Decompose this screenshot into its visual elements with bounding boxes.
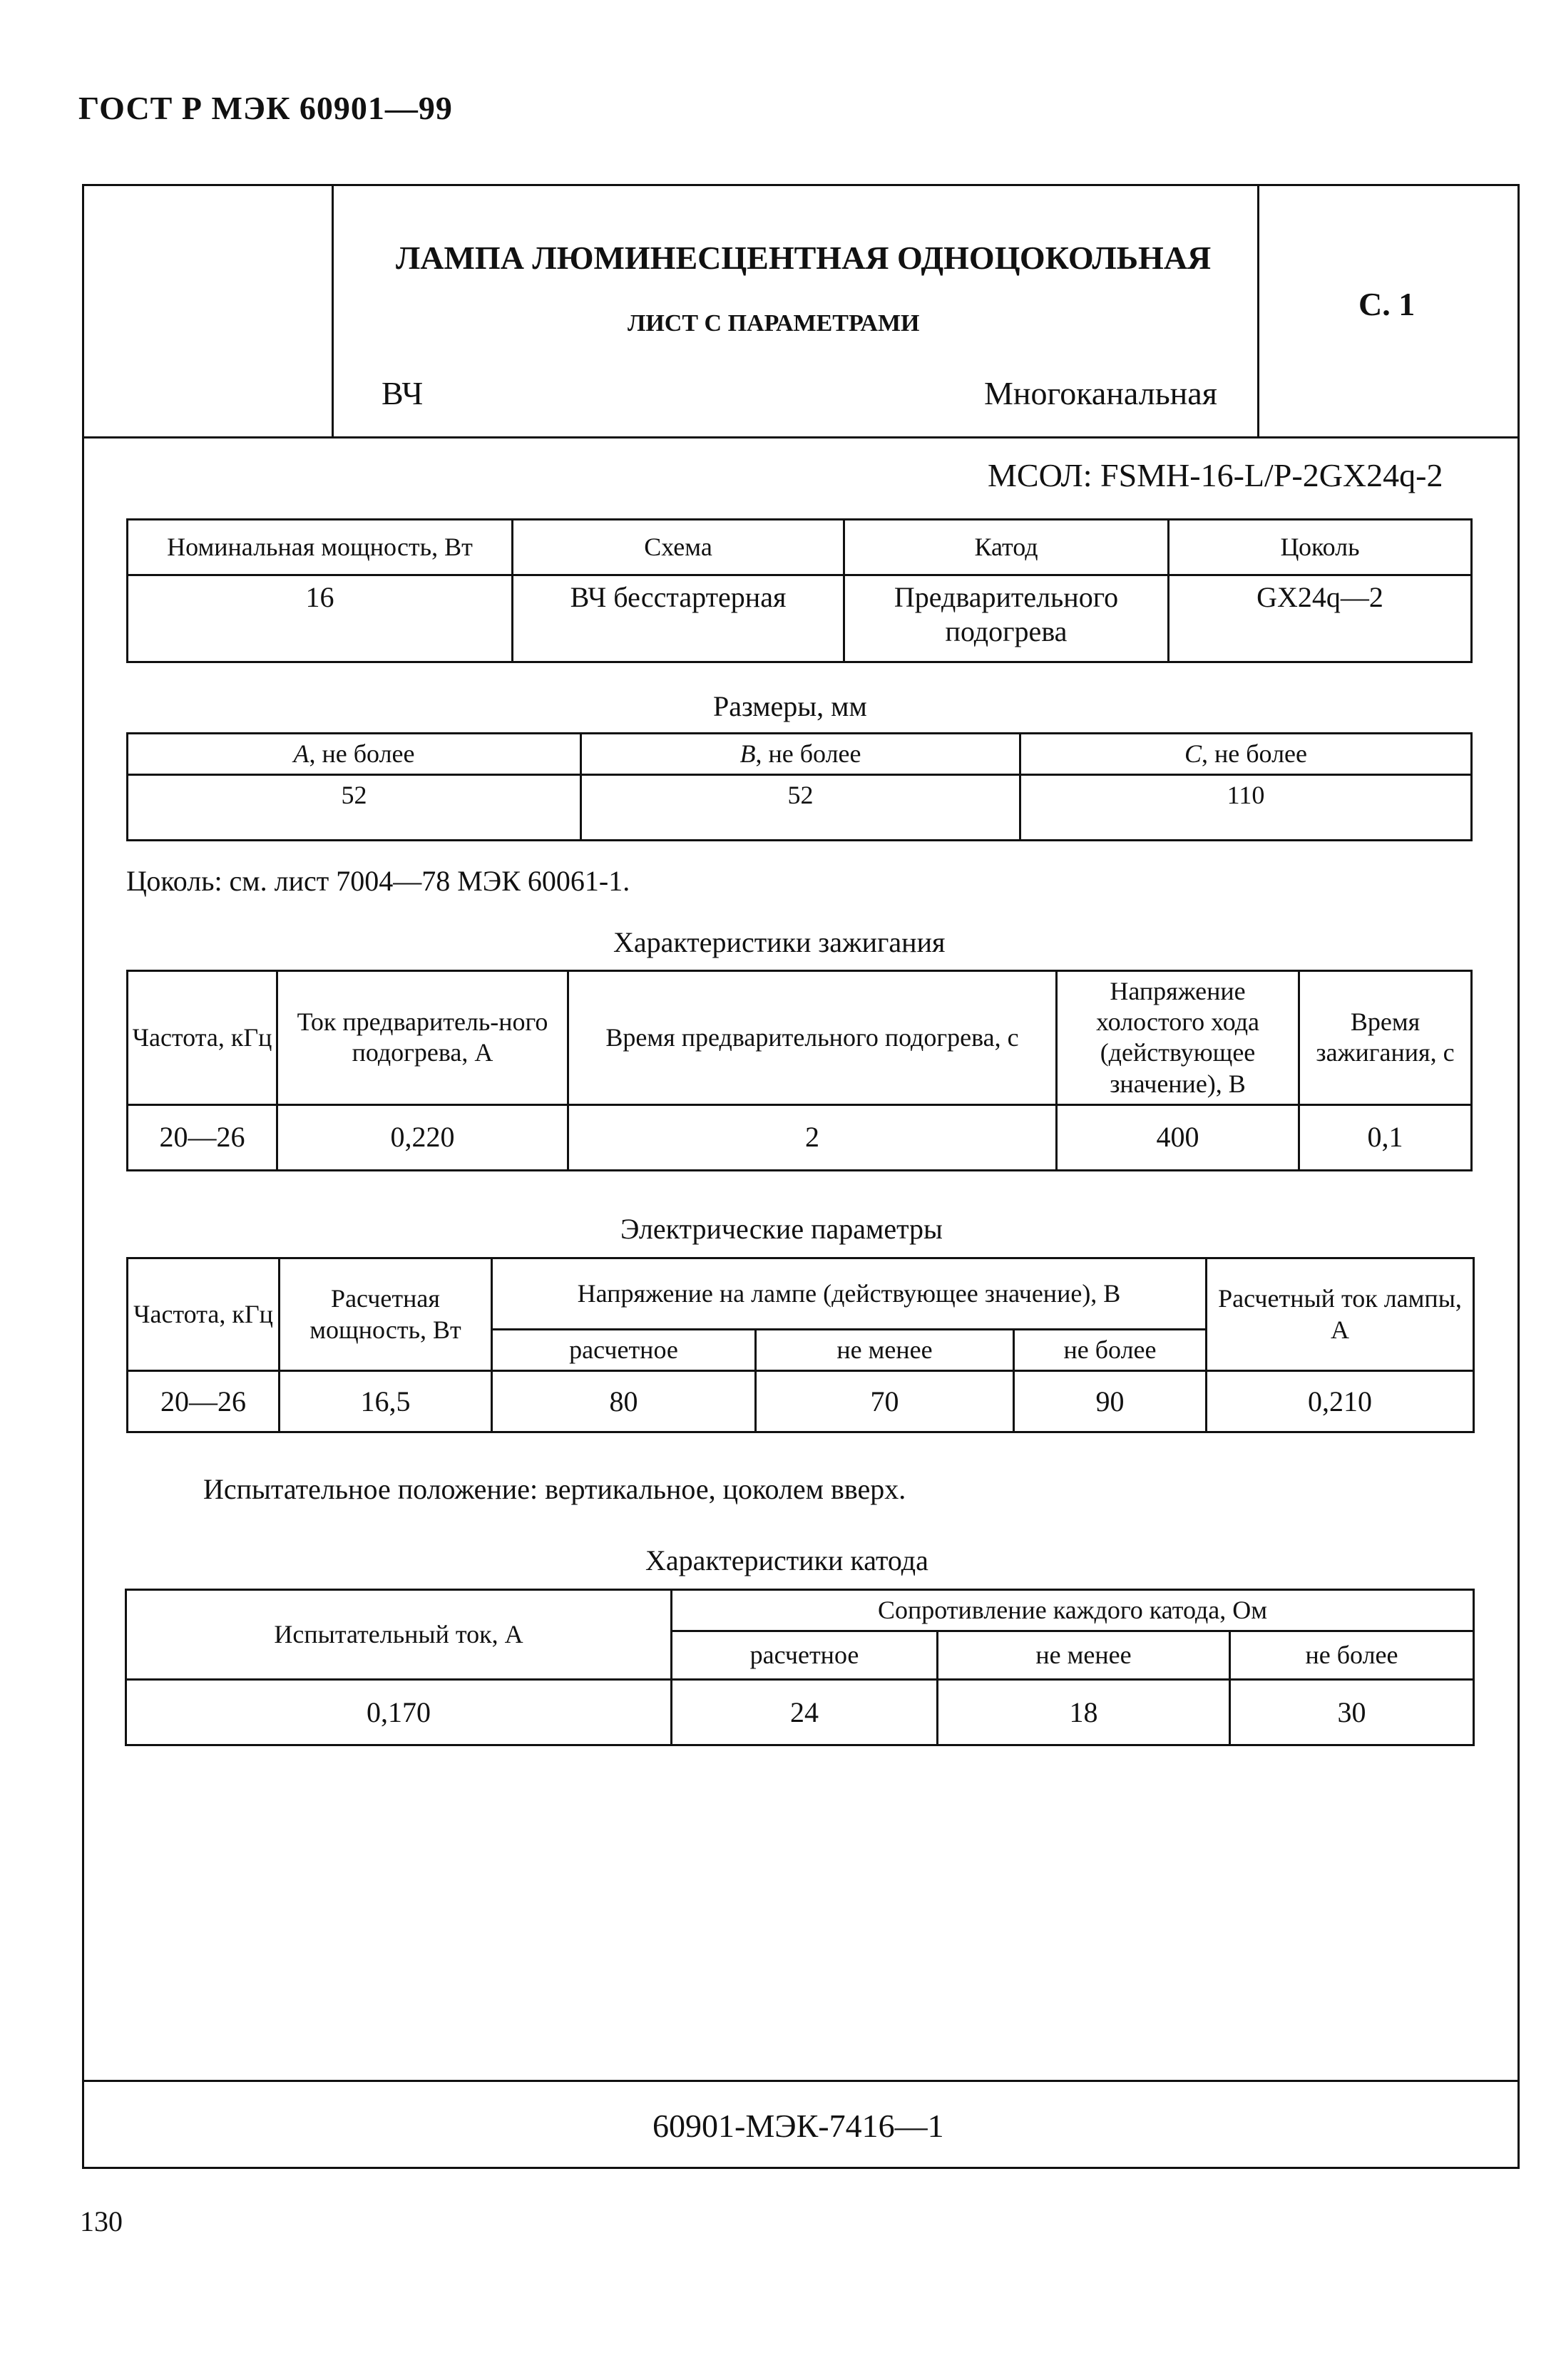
value-el-current: 0,210 [1207, 1371, 1474, 1432]
header-el-frequency: Частота, кГц [128, 1258, 280, 1371]
page-number: 130 [80, 2205, 123, 2237]
standard-header: ГОСТ Р МЭК 60901—99 [78, 90, 453, 126]
value-cat-nominal: 24 [672, 1680, 938, 1745]
footer-rule [82, 2080, 1517, 2082]
header-scheme: Схема [513, 520, 844, 575]
dimensions-table [126, 732, 1473, 841]
dim-c-text: , не более [1202, 739, 1308, 768]
header-cat-max: не более [1230, 1631, 1474, 1680]
cathode-table [125, 1589, 1475, 1746]
header-el-current: Расчетный ток лампы, А [1207, 1258, 1474, 1371]
header-base: Цоколь [1169, 520, 1472, 575]
header-el-min: не менее [756, 1330, 1014, 1371]
sheet-subtitle: ЛИСТ С ПАРАМЕТРАМИ [628, 310, 920, 337]
base-reference-note: Цоколь: см. лист 7004—78 МЭК 60061-1. [126, 865, 630, 897]
header-el-nominal: расчетное [492, 1330, 756, 1371]
header-ign-open-voltage: Напряжение холостого хода (действующее значение), В [1057, 971, 1299, 1105]
title-divider-left [332, 184, 334, 438]
value-power: 16 [128, 575, 513, 662]
test-position-note: Испытательное положение: вертикальное, цоколем вверх. [203, 1473, 906, 1505]
header-ign-preheat-time: Время предварительного подогрева, с [568, 971, 1057, 1105]
dim-a-symbol: A [293, 739, 309, 768]
header-cathode: Катод [844, 520, 1169, 575]
header-ign-preheat-current: Ток предваритель-ного подогрева, А [277, 971, 568, 1105]
header-ign-frequency: Частота, кГц [128, 971, 277, 1105]
dim-a-text: , не более [309, 739, 415, 768]
value-cathode: Предварительного подогрева [844, 575, 1169, 662]
value-cat-max: 30 [1230, 1680, 1474, 1745]
header-power: Номинальная мощность, Вт [128, 520, 513, 575]
value-cat-test-current: 0,170 [126, 1680, 672, 1745]
value-ign-frequency: 20—26 [128, 1104, 277, 1170]
title-divider-right [1257, 184, 1259, 438]
value-ign-preheat-current: 0,220 [277, 1104, 568, 1170]
header-ign-time: Время зажигания, с [1299, 971, 1472, 1105]
title-bottom-rule [82, 436, 1517, 438]
value-el-nominal: 80 [492, 1371, 756, 1432]
ignition-table [126, 970, 1473, 1171]
title-right-label: Многоканальная [984, 375, 1217, 411]
value-el-power: 16,5 [280, 1371, 492, 1432]
header-dim-b [581, 734, 1020, 775]
dim-c-symbol: C [1184, 739, 1202, 768]
ignition-caption: Характеристики зажигания [613, 926, 946, 958]
header-cat-nominal: расчетное [672, 1631, 938, 1680]
value-el-max: 90 [1014, 1371, 1207, 1432]
header-cat-test-current: Испытательный ток, А [126, 1590, 672, 1680]
value-ign-preheat-time: 2 [568, 1104, 1057, 1170]
lamp-designation: МСОЛ: FSMH-16-L/P-2GX24q-2 [988, 457, 1443, 493]
header-cat-min: не менее [938, 1631, 1230, 1680]
main-parameters-table [126, 518, 1473, 663]
value-scheme: ВЧ бесстартерная [513, 575, 844, 662]
electrical-table [126, 1257, 1475, 1433]
electrical-caption: Электрические параметры [620, 1213, 943, 1245]
value-el-frequency: 20—26 [128, 1371, 280, 1432]
dim-b-text: , не более [755, 739, 861, 768]
value-dim-a: 52 [128, 775, 581, 841]
dimensions-caption: Размеры, мм [713, 690, 867, 722]
value-ign-open-voltage: 400 [1057, 1104, 1299, 1170]
header-el-power: Расчетная мощность, Вт [280, 1258, 492, 1371]
value-base: GX24q—2 [1169, 575, 1472, 662]
header-el-voltage: Напряжение на лампе (действующее значение), В [492, 1258, 1207, 1330]
dim-b-symbol: B [739, 739, 756, 768]
sheet-number: С. 1 [1358, 286, 1416, 322]
header-el-max: не более [1014, 1330, 1207, 1371]
title-left-label: ВЧ [382, 375, 424, 411]
value-dim-b: 52 [581, 775, 1020, 841]
value-ign-time: 0,1 [1299, 1104, 1472, 1170]
cathode-caption: Характеристики катода [645, 1544, 928, 1576]
value-cat-min: 18 [938, 1680, 1230, 1745]
header-cat-resistance: Сопротивление каждого катода, Ом [672, 1590, 1474, 1631]
value-dim-c: 110 [1020, 775, 1472, 841]
header-dim-c [1020, 734, 1472, 775]
sheet-code: 60901-МЭК-7416—1 [652, 2108, 944, 2144]
sheet-title: ЛАМПА ЛЮМИНЕСЦЕНТНАЯ ОДНОЦОКОЛЬНАЯ [396, 240, 1212, 276]
value-el-min: 70 [756, 1371, 1014, 1432]
header-dim-a [128, 734, 581, 775]
